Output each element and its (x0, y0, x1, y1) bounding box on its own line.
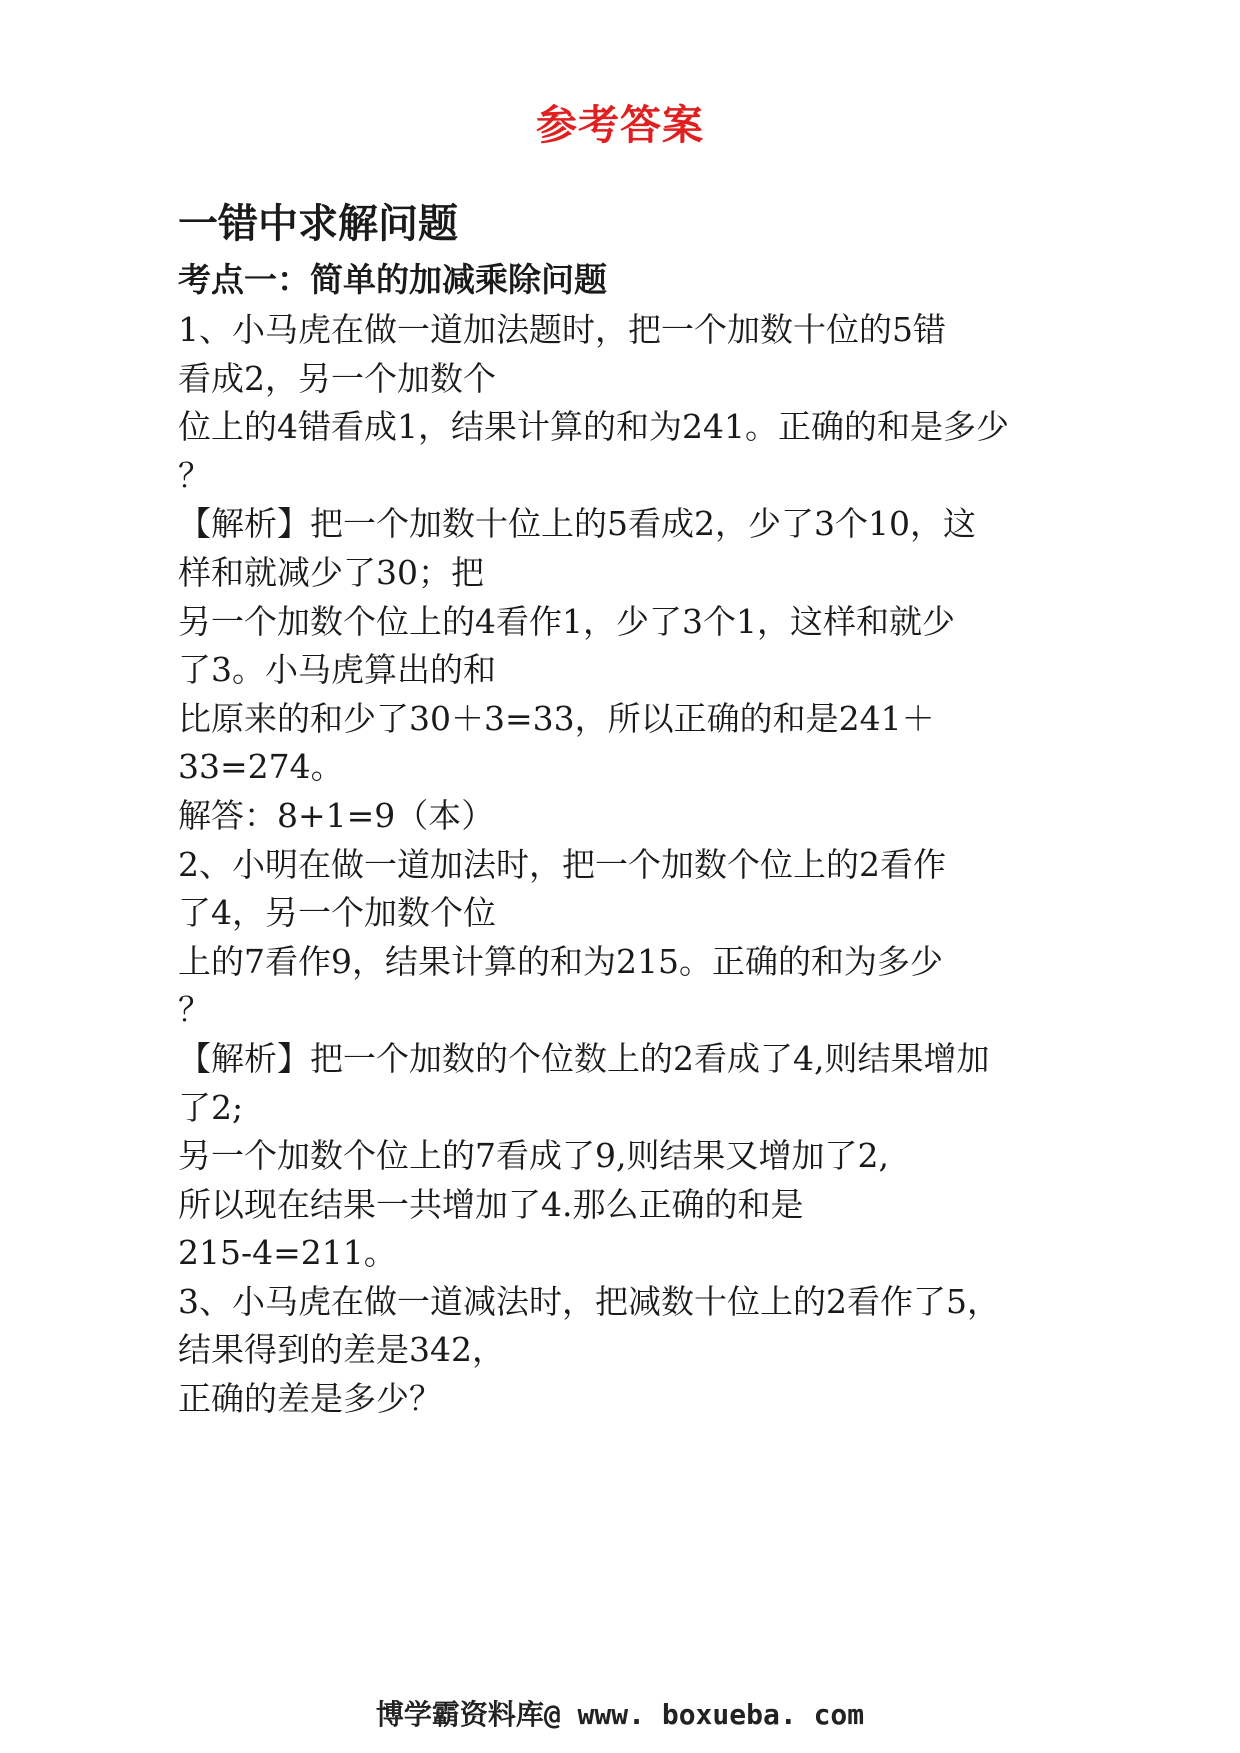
text-line: 33=274。 (178, 747, 344, 787)
text-line: 另一个加数个位上的4看作1，少了3个1，这样和就少 (178, 601, 955, 641)
text-line: 样和就减少了30；把 (178, 552, 484, 592)
text-line: ？ (178, 990, 211, 1030)
section-title: 一错中求解问题 (178, 201, 458, 247)
text-line: 2、小明在做一道加法时，把一个加数个位上的2看作 (178, 844, 946, 884)
text-line: 结果得到的差是342， (178, 1330, 505, 1370)
subsection-title: 考点一：简单的加减乘除问题 (178, 260, 607, 299)
text-line: 位上的4错看成1，结果计算的和为241。正确的和是多少 (178, 407, 1009, 447)
text-line: 比原来的和少了30＋3=33，所以正确的和是241＋ (178, 698, 935, 738)
text-line: 【解析】把一个加数十位上的5看成2，少了3个10，这 (178, 504, 976, 544)
text-line: 1、小马虎在做一道加法题时，把一个加数十位的5错 (178, 310, 946, 349)
text-line: 3、小马虎在做一道减法时，把减数十位上的2看作了5， (178, 1281, 1000, 1321)
text-line: 【解析】把一个加数的个位数上的2看成了4,则结果增加 (178, 1038, 990, 1078)
document-body (178, 196, 1098, 1424)
text-line: 了3。小马虎算出的和 (178, 650, 496, 690)
text-line: 另一个加数个位上的7看成了9,则结果又增加了2, (178, 1136, 889, 1176)
text-line: ？ (178, 455, 211, 495)
text-line: 215-4=211。 (178, 1233, 397, 1273)
text-line: 看成2，另一个加数个 (178, 358, 496, 398)
text-line: 解答：8+1=9（本） (178, 795, 495, 835)
text-line: 了2; (178, 1087, 244, 1127)
text-line: 所以现在结果一共增加了4.那么正确的和是 (178, 1184, 804, 1224)
text-line: 上的7看作9，结果计算的和为215。正确的和为多少 (178, 941, 943, 981)
footer-watermark: 博学霸资料库@ www. boxueba. com (375, 1698, 865, 1731)
text-line: 正确的差是多少？ (178, 1379, 442, 1419)
text-line: 了4，另一个加数个位 (178, 893, 496, 933)
page-title: 参考答案 (536, 101, 704, 149)
